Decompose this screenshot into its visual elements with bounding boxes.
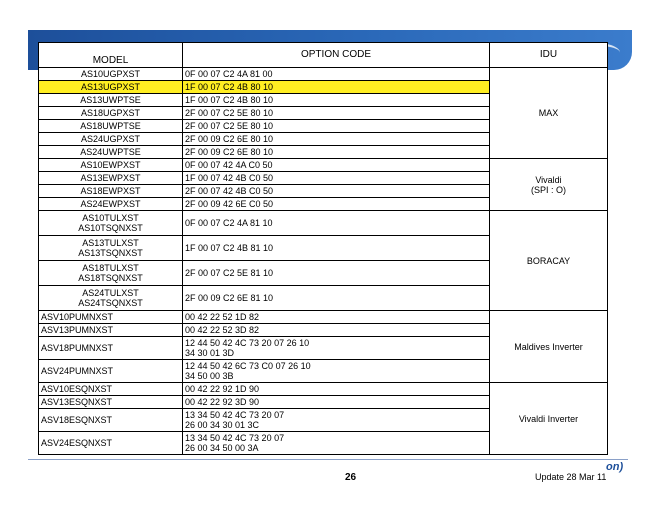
model-cell [39,261,183,286]
option-code-cell [183,172,490,185]
model-name: ASV24PUMNXST [41,366,114,376]
option-code-value: 2F 00 07 C2 5E 80 10 [185,121,274,131]
table-row [39,211,608,236]
model-name: ASV10ESQNXST [41,384,113,394]
model-name: AS13EWPXST [80,173,141,183]
option-code-cell [183,120,490,133]
option-code-cell [183,286,490,311]
model-cell [39,286,183,311]
model-cell [39,409,183,432]
option-code-value: 34 30 01 3D [185,348,235,358]
option-code-cell [183,185,490,198]
table-row [39,68,608,81]
model-name: AS24EWPXST [80,199,141,209]
model-cell [39,133,183,146]
model-name: AS13TSQNXST [78,248,143,258]
model-cell [39,236,183,261]
option-code-value: 2F 00 07 C2 5E 80 10 [185,108,274,118]
option-code-cell [183,107,490,120]
model-cell [39,146,183,159]
model-name: ASV24ESQNXST [41,438,113,448]
model-name: AS10EWPXST [80,160,141,170]
page-number: 26 [345,472,357,483]
model-cell [39,337,183,360]
model-name: AS10TSQNXST [78,223,143,233]
model-name: AS18TULXST [82,263,139,273]
column-header-option-code: OPTION CODE [183,43,490,68]
option-code-value: 26 00 34 30 01 3C [185,420,260,430]
option-code-value: 0F 00 07 42 4A C0 50 [185,160,273,170]
option-code-cell [183,94,490,107]
model-cell [39,94,183,107]
option-code-cell [183,198,490,211]
option-code-value: 0F 00 07 C2 4A 81 10 [185,218,273,228]
model-name: AS10TULXST [82,213,139,223]
model-cell [39,159,183,172]
option-code-value: 00 42 22 52 1D 82 [185,312,260,322]
option-code-value: 26 00 34 50 00 3A [185,443,259,453]
model-name: AS18EWPXST [80,186,141,196]
option-code-cell [183,236,490,261]
column-header-idu: IDU [490,43,608,68]
option-code-value: 2F 00 07 42 4B C0 50 [185,186,274,196]
model-cell [39,198,183,211]
option-code-value: 12 44 50 42 4C 73 20 07 26 10 [185,338,310,348]
option-code-cell [183,432,490,455]
model-name: AS10UGPXST [80,69,141,79]
option-code-table [38,42,608,455]
option-code-cell [183,81,490,94]
model-name: ASV18ESQNXST [41,415,113,425]
option-code-cell [183,159,490,172]
model-cell [39,383,183,396]
footer-divider [28,459,628,460]
option-code-cell [183,68,490,81]
option-code-cell [183,211,490,236]
model-cell [39,120,183,133]
option-code-value: 00 42 22 92 3D 90 [185,397,260,407]
option-code-value: 1F 00 07 42 4B C0 50 [185,173,274,183]
column-header-model: MODEL [39,43,183,68]
option-code-cell [183,146,490,159]
option-code-value: 00 42 22 52 3D 82 [185,325,260,335]
model-cell [39,324,183,337]
model-cell [39,311,183,324]
model-cell [39,172,183,185]
footer-logo-fragment: on) [606,461,624,473]
idu-name: Vivaldi [535,174,562,185]
idu-name: MAX [538,108,559,118]
idu-name: (SPI : O) [530,184,566,195]
model-name: AS24TULXST [82,288,139,298]
model-name: AS13UGPXST [80,82,141,92]
idu-cell [490,68,608,159]
model-name: AS13UWPTSE [80,95,141,105]
option-code-cell [183,324,490,337]
model-name: ASV13PUMNXST [41,325,114,335]
idu-name: BORACAY [526,255,571,266]
table-row [39,383,608,396]
option-code-value: 2F 00 09 C2 6E 80 10 [185,147,274,157]
option-code-cell [183,383,490,396]
option-code-value: 1F 00 07 C2 4B 80 10 [185,95,274,105]
option-code-value: 00 42 22 92 1D 90 [185,384,260,394]
model-name: ASV13ESQNXST [41,397,113,407]
option-code-cell [183,133,490,146]
option-code-value: 0F 00 07 C2 4A 81 00 [185,69,273,79]
model-cell [39,432,183,455]
option-code-value: 1F 00 07 C2 4B 80 10 [185,82,274,92]
model-name: AS18UGPXST [80,108,141,118]
model-cell [39,211,183,236]
update-date: Update 28 Mar 11 [535,472,607,482]
option-code-value: 2F 00 09 42 6E C0 50 [185,199,274,209]
option-code-value: 2F 00 09 C2 6E 80 10 [185,134,274,144]
model-cell [39,360,183,383]
model-cell [39,185,183,198]
table-row [39,159,608,172]
model-cell [39,81,183,94]
idu-cell [490,311,608,383]
option-code-cell [183,311,490,324]
option-code-cell [183,409,490,432]
model-name: AS24TSQNXST [78,298,143,308]
option-code-value: 13 34 50 42 4C 73 20 07 [185,433,285,443]
option-code-value: 12 44 50 42 6C 73 C0 07 26 10 [185,361,311,371]
option-code-cell [183,337,490,360]
model-cell [39,107,183,120]
option-code-value: 2F 00 07 C2 5E 81 10 [185,268,274,278]
idu-cell [490,159,608,211]
option-code-cell [183,360,490,383]
option-code-value: 1F 00 07 C2 4B 81 10 [185,243,274,253]
model-name: AS13TULXST [82,238,139,248]
table-row [39,311,608,324]
option-code-value: 13 34 50 42 4C 73 20 07 [185,410,285,420]
model-name: AS24UWPTSE [80,147,141,157]
model-name: AS18UWPTSE [80,121,141,131]
model-cell [39,68,183,81]
idu-cell [490,211,608,311]
option-code-cell [183,261,490,286]
model-name: ASV18PUMNXST [41,343,114,353]
model-name: ASV10PUMNXST [41,312,114,322]
option-code-value: 2F 00 09 C2 6E 81 10 [185,293,274,303]
table-body [39,68,608,455]
model-name: AS18TSQNXST [78,273,143,283]
model-cell [39,396,183,409]
model-name: AS24UGPXST [80,134,141,144]
idu-name: Vivaldi Inverter [518,413,579,424]
option-code-value: 34 50 00 3B [185,371,234,381]
table-header-row [39,43,608,68]
idu-name: Maldives Inverter [514,341,583,352]
option-code-cell [183,396,490,409]
idu-cell [490,383,608,455]
